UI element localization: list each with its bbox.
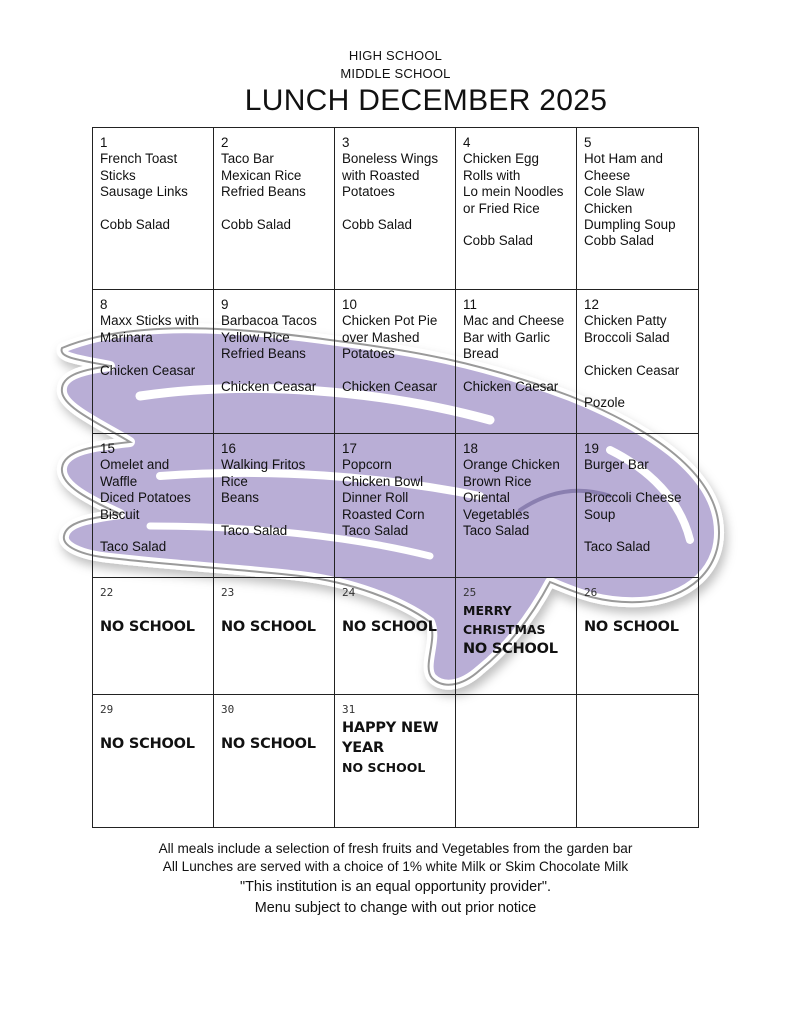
menu-line <box>342 201 449 217</box>
day-number: 3 <box>342 135 350 150</box>
menu-line: Maxx Sticks with <box>100 313 199 329</box>
menu-line <box>584 346 692 362</box>
menu-line: Biscuit <box>100 506 140 522</box>
holiday-label: MERRY <box>463 603 512 619</box>
menu-line <box>221 507 328 523</box>
day-number: 31 <box>342 703 356 716</box>
day-number: 9 <box>221 297 229 312</box>
menu-line: Taco Salad <box>221 523 288 539</box>
menu-line: Burger Bar <box>584 457 649 473</box>
day-cell <box>577 290 698 434</box>
menu-line: Cobb Salad <box>342 217 412 233</box>
day-cell-holiday <box>335 695 456 827</box>
day-number: 15 <box>100 441 115 456</box>
menu-line: Refried Beans <box>221 346 306 362</box>
menu-line: Potatoes <box>342 346 395 362</box>
footer-equal-opportunity: "This institution is an equal opportunity provider". <box>240 879 551 895</box>
menu-line: Chicken Ceasar <box>221 379 317 395</box>
holiday-label: HAPPY NEW <box>342 720 439 737</box>
no-school-label: NO SCHOOL <box>584 619 679 636</box>
menu-line <box>584 523 692 539</box>
menu-line: or Fried Rice <box>463 200 540 216</box>
menu-line: Roasted Corn <box>342 506 425 522</box>
menu-line: Oriental <box>463 490 510 506</box>
day-cell-no-school <box>93 578 214 695</box>
menu-line: Omelet and <box>100 457 170 473</box>
menu-line: Boneless Wings <box>342 151 439 167</box>
holiday-label: CHRISTMAS <box>463 622 546 638</box>
menu-line: Sticks <box>100 167 136 183</box>
day-cell-no-school <box>93 695 214 827</box>
no-school-label: NO SCHOOL <box>100 619 195 636</box>
day-cell-no-school <box>335 578 456 695</box>
no-school-label: NO SCHOOL <box>342 760 426 776</box>
no-school-label: NO SCHOOL <box>342 619 437 636</box>
menu-line <box>584 379 692 395</box>
menu-line: Cole Slaw <box>584 184 645 200</box>
menu-line: Hot Ham and <box>584 151 663 167</box>
day-cell <box>335 434 456 578</box>
menu-line: Barbacoa Tacos <box>221 313 317 329</box>
day-cell <box>577 434 698 578</box>
school-line-middle: MIDDLE SCHOOL <box>340 66 451 81</box>
holiday-label: YEAR <box>342 740 384 757</box>
no-school-label: NO SCHOOL <box>221 736 316 753</box>
day-number: 25 <box>463 586 477 599</box>
menu-line: Chicken Bowl <box>342 473 424 489</box>
day-number: 29 <box>100 703 114 716</box>
day-number: 10 <box>342 297 357 312</box>
menu-line: Taco Bar <box>221 151 274 167</box>
menu-line: Mexican Rice <box>221 167 302 183</box>
menu-line: Potatoes <box>342 184 395 200</box>
menu-line: Dinner Roll <box>342 490 409 506</box>
menu-line <box>221 363 328 379</box>
menu-line <box>221 201 328 217</box>
menu-line <box>342 363 449 379</box>
menu-line: Chicken Ceasar <box>100 362 196 378</box>
school-line-high: HIGH SCHOOL <box>348 48 443 63</box>
day-number: 19 <box>584 441 599 456</box>
menu-line: Vegetables <box>463 506 530 522</box>
menu-line <box>463 217 570 233</box>
footer-disclaimer: Menu subject to change with out prior notice <box>254 900 537 916</box>
day-cell-holiday <box>456 578 577 695</box>
menu-line: Rice <box>221 473 248 489</box>
day-cell-no-school <box>214 695 335 827</box>
menu-line: Cobb Salad <box>100 217 170 233</box>
day-number: 18 <box>463 441 478 456</box>
menu-line: Rolls with <box>463 167 521 183</box>
day-cell-no-school <box>214 578 335 695</box>
menu-line: Chicken Pot Pie <box>342 313 438 329</box>
footer-note-produce: All meals include a selection of fresh fruits and Vegetables from the garden bar <box>158 841 633 856</box>
menu-line <box>100 201 207 217</box>
menu-line: Sausage Links <box>100 184 188 200</box>
menu-line: Yellow Rice <box>221 329 290 345</box>
menu-line: Refried Beans <box>221 184 306 200</box>
menu-line: Popcorn <box>342 457 392 473</box>
menu-line: Bar with Garlic <box>463 329 551 345</box>
day-cell-empty <box>577 695 698 827</box>
day-number: 2 <box>221 135 229 150</box>
menu-line: Chicken Caesar <box>463 379 559 395</box>
menu-line: Brown Rice <box>463 473 532 489</box>
day-cell <box>93 128 214 290</box>
day-cell <box>456 434 577 578</box>
menu-line <box>100 523 207 539</box>
menu-line: Taco Salad <box>584 539 651 555</box>
no-school-label: NO SCHOOL <box>221 619 316 636</box>
day-number: 8 <box>100 297 108 312</box>
menu-line: Cobb Salad <box>584 233 654 249</box>
menu-line <box>584 474 692 490</box>
menu-line: Walking Fritos <box>221 457 306 473</box>
day-number: 26 <box>584 586 598 599</box>
menu-line: Chicken Patty <box>584 313 667 329</box>
menu-line: Beans <box>221 490 259 506</box>
day-number: 1 <box>100 135 108 150</box>
menu-line: Taco Salad <box>100 539 167 555</box>
day-number: 4 <box>463 135 471 150</box>
menu-line: Chicken <box>584 200 633 216</box>
day-cell <box>335 128 456 290</box>
menu-line <box>100 346 207 362</box>
footer-note-milk: All Lunches are served with a choice of 1% white Milk or Skim Chocolate Milk <box>162 859 629 874</box>
day-cell <box>456 128 577 290</box>
menu-line: Chicken Ceasar <box>584 362 680 378</box>
menu-line: Mac and Cheese <box>463 313 565 329</box>
day-cell <box>214 290 335 434</box>
day-cell-no-school <box>577 578 698 695</box>
day-cell <box>577 128 698 290</box>
menu-line: Broccoli Salad <box>584 329 670 345</box>
day-number: 30 <box>221 703 235 716</box>
day-number: 23 <box>221 586 235 599</box>
menu-line: Chicken Egg <box>463 151 539 167</box>
menu-line: Soup <box>584 506 616 522</box>
no-school-label: NO SCHOOL <box>100 736 195 753</box>
no-school-label: NO SCHOOL <box>463 641 558 658</box>
menu-line: Pozole <box>584 395 625 411</box>
page-title: LUNCH DECEMBER 2025 <box>244 84 608 117</box>
menu-line: Orange Chicken <box>463 457 560 473</box>
menu-line: French Toast <box>100 151 178 167</box>
day-number: 5 <box>584 135 592 150</box>
day-cell <box>93 434 214 578</box>
menu-line: Cheese <box>584 167 631 183</box>
menu-line: Taco Salad <box>342 523 409 539</box>
menu-line: Broccoli Cheese <box>584 490 682 506</box>
menu-line: over Mashed <box>342 329 420 345</box>
day-cell <box>335 290 456 434</box>
menu-line: Diced Potatoes <box>100 490 191 506</box>
menu-line: Marinara <box>100 329 153 345</box>
day-cell <box>214 128 335 290</box>
day-cell <box>456 290 577 434</box>
day-cell-empty <box>456 695 577 827</box>
menu-line: Chicken Ceasar <box>342 379 438 395</box>
menu-line: Lo mein Noodles <box>463 184 564 200</box>
menu-line: Dumpling Soup <box>584 217 676 233</box>
day-number: 12 <box>584 297 599 312</box>
menu-line: Cobb Salad <box>463 233 533 249</box>
menu-line: Cobb Salad <box>221 217 291 233</box>
menu-line: Taco Salad <box>463 523 530 539</box>
day-number: 16 <box>221 441 236 456</box>
day-number: 17 <box>342 441 357 456</box>
menu-line: Bread <box>463 346 499 362</box>
day-cell <box>93 290 214 434</box>
menu-line <box>463 363 570 379</box>
menu-line: Waffle <box>100 473 138 489</box>
day-cell <box>214 434 335 578</box>
day-number: 24 <box>342 586 356 599</box>
calendar-grid <box>92 127 699 828</box>
day-number: 11 <box>463 297 477 312</box>
menu-line: with Roasted <box>342 167 420 183</box>
day-number: 22 <box>100 586 114 599</box>
